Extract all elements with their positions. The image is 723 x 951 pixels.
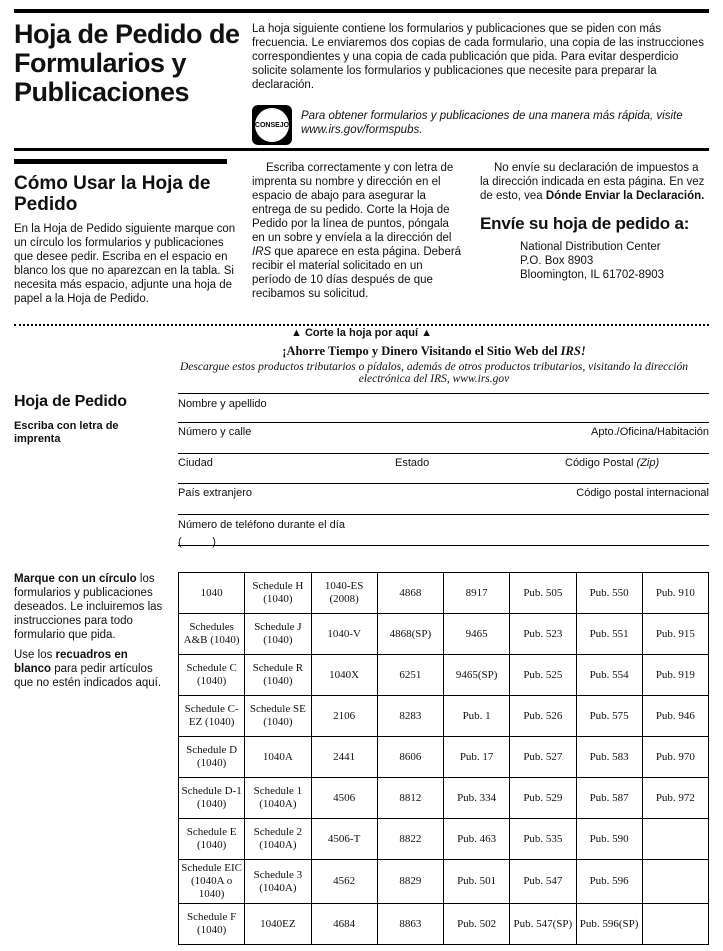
order-item-cell[interactable]: 8606 [377,737,443,778]
mailing-address [520,240,709,282]
send-to-column [466,159,709,315]
order-form-heading: Hoja de Pedido [14,393,127,410]
order-item-cell[interactable]: Schedule E (1040) [179,819,245,860]
intl-postal-field-label: Código postal internacional [576,487,709,499]
order-item-cell[interactable]: Schedule C-EZ (1040) [179,696,245,737]
top-rule [14,9,709,13]
instruction-columns [14,159,709,315]
warning-text: No envíe su declaración de impuestos a la dirección indicada en esta página. En vez de esto, vea [480,162,705,202]
order-item-cell[interactable]: Pub. 529 [510,778,576,819]
name-field[interactable] [178,393,709,422]
order-item-cell[interactable]: Pub. 596 [576,860,642,904]
order-item-cell[interactable]: 6251 [377,655,443,696]
blank-note-bold: recuadros en blanco [14,649,128,675]
where-to-file-bold: Dónde Enviar la Declaración. [545,190,705,202]
order-item-cell[interactable]: Pub. 587 [576,778,642,819]
street-apt-field-row[interactable] [178,422,709,453]
order-item-cell[interactable]: Pub. 526 [510,696,576,737]
table-row [179,655,709,696]
order-item-cell[interactable]: Schedule 3 (1040A) [245,860,311,904]
order-item-cell[interactable]: Pub. 523 [510,614,576,655]
order-item-cell[interactable]: Schedule J (1040) [245,614,311,655]
print-clearly-note: Escriba con letra de imprenta [14,420,119,445]
order-item-cell[interactable]: Schedule SE (1040) [245,696,311,737]
table-row [179,819,709,860]
state-field-label: Estado [395,457,430,469]
mailing-instructions-column [236,159,466,315]
order-item-cell[interactable]: Pub. 551 [576,614,642,655]
send-heading: Envíe su hoja de pedido a: [480,214,690,233]
order-item-cell[interactable]: Pub. 463 [444,819,510,860]
header-divider-rule [14,148,709,151]
apt-field-label: Apto./Oficina/Habitación [590,426,709,438]
order-item-cell[interactable]: 1040-ES (2008) [311,573,377,614]
order-item-cell[interactable]: Pub. 590 [576,819,642,860]
phone-field-label: Número de teléfono durante el día [178,519,345,531]
table-row [179,614,709,655]
how-to-heading: Cómo Usar la Hoja de Pedido [14,173,211,215]
order-item-cell[interactable]: Pub. 919 [642,655,708,696]
city-field-label: Ciudad [178,457,213,469]
order-table-wrap [178,572,709,945]
consejo-icon-label: CONSEJO [255,108,289,142]
no-return-warning [480,161,709,203]
banner-subline: Descargue estos productos tributarios o pídalos, además de otros productos tributarios, visitando la dirección electrónica del IRS, www.irs.gov [179,361,688,385]
mailing-text-1: Escriba correctamente y con letra de imprenta su nombre y dirección en el espacio de abajo para asegurar la entrega de su pedido. Corte la Hoja de Pedido por la línea de puntos, póngala en un sobre y envíela a la dirección del [252,162,454,244]
phone-area-code-parens: ( ) [178,536,216,548]
consejo-tip-icon [252,105,292,145]
phone-field[interactable] [178,514,709,546]
order-item-cell[interactable]: 8822 [377,819,443,860]
order-item-cell[interactable]: Schedule D (1040) [179,737,245,778]
page-title: Hoja de Pedido de Formularios y Publicaciones [14,19,240,107]
order-item-cell[interactable]: Pub. 583 [576,737,642,778]
order-item-cell[interactable]: 4868(SP) [377,614,443,655]
tip-row [252,105,709,145]
order-item-cell[interactable]: Schedule C (1040) [179,655,245,696]
order-table-body [179,573,709,945]
order-item-cell[interactable]: 1040EZ [245,904,311,945]
table-row [179,904,709,945]
order-item-cell[interactable]: Pub. 501 [444,860,510,904]
order-item-cell[interactable]: Pub. 1 [444,696,510,737]
blank-note-pre: Use los [14,649,56,661]
order-item-cell[interactable]: Pub. 575 [576,696,642,737]
header [14,20,709,145]
order-item-cell[interactable]: 9465 [444,614,510,655]
order-item-cell[interactable]: Pub. 910 [642,573,708,614]
order-form-page [0,9,723,951]
order-form-sidebar [14,393,178,546]
order-item-cell[interactable]: Pub. 502 [444,904,510,945]
table-row [179,778,709,819]
order-item-cell[interactable]: 4506 [311,778,377,819]
banner-headline-text: ¡Ahorre Tiempo y Dinero Visitando el Sitio Web del [282,344,561,358]
order-item-cell[interactable]: Pub. 535 [510,819,576,860]
order-item-cell[interactable]: Pub. 972 [642,778,708,819]
order-item-cell[interactable]: 1040A [245,737,311,778]
order-item-cell[interactable]: Schedules A&B (1040) [179,614,245,655]
order-item-cell[interactable]: Pub. 505 [510,573,576,614]
order-item-cell[interactable]: 1040X [311,655,377,696]
circle-note-rest: los formularios y publicaciones deseados. Le incluiremos las instrucciones para todo formulario que pida. [14,573,163,641]
order-table-section [14,572,709,945]
street-field-label: Número y calle [178,426,252,438]
city-state-zip-field-row[interactable] [178,453,709,483]
order-item-cell[interactable]: Pub. 17 [444,737,510,778]
order-item-cell[interactable]: Schedule 1 (1040A) [245,778,311,819]
banner-irs-italic: IRS! [560,344,586,358]
cut-dotted-line [14,324,709,326]
address-line: Bloomington, IL 61702-8903 [520,269,665,281]
blank-boxes-note [14,648,168,690]
mailing-text-2: que aparece en esta página. Deberá recibir el material solicitado en un período de 10 días después de que recibamos su solicitud. [252,246,462,300]
intro-paragraph: La hoja siguiente contiene los formularios y publicaciones que se piden con más frecuencia. Le enviaremos dos copias de cada formulario, una copia de las instrucciones correspondientes y una copia de cada publicación que pida. Para evitar desperdicio solicite solamente los formularios y publicaciones que necesite para preparar la declaración. [252,23,704,91]
circle-note [14,572,168,642]
circle-note-bold: Marque con un círculo [14,573,137,585]
title-column [14,20,252,145]
blank-note-rest: para pedir artículos que no estén indicados aquí. [14,663,162,689]
order-item-cell[interactable]: 4684 [311,904,377,945]
table-row [179,737,709,778]
order-item-cell[interactable]: 9465(SP) [444,655,510,696]
order-item-cell[interactable]: 8812 [377,778,443,819]
zip-italic: (Zip) [636,457,660,469]
banner-headline [159,344,709,359]
order-item-cell[interactable]: Schedule F (1040) [179,904,245,945]
foreign-country-field-row[interactable] [178,483,709,514]
blank-order-cell[interactable] [642,860,708,904]
order-item-cell[interactable]: 4562 [311,860,377,904]
address-line: P.O. Box 8903 [520,255,594,267]
order-item-cell[interactable]: 1040-V [311,614,377,655]
table-instructions-sidebar [14,572,178,945]
order-item-cell[interactable]: Pub. 527 [510,737,576,778]
order-item-cell[interactable]: 4868 [377,573,443,614]
order-table [178,572,709,945]
order-item-cell[interactable]: Schedule R (1040) [245,655,311,696]
order-item-cell[interactable]: Pub. 596(SP) [576,904,642,945]
address-form-section [14,393,709,546]
irs-web-banner [159,344,709,385]
irs-italic: IRS [252,246,272,258]
blank-order-cell[interactable] [642,819,708,860]
address-line: National Distribution Center [520,241,661,253]
order-item-cell[interactable]: Pub. 525 [510,655,576,696]
order-item-cell[interactable]: Pub. 550 [576,573,642,614]
table-row [179,573,709,614]
order-item-cell[interactable]: 8829 [377,860,443,904]
section-bar [14,159,227,164]
order-item-cell[interactable]: Schedule D-1 (1040) [179,778,245,819]
table-row [179,696,709,737]
foreign-country-field-label: País extranjero [178,487,252,499]
order-item-cell[interactable]: Pub. 970 [642,737,708,778]
order-item-cell[interactable]: Schedule EIC (1040A o 1040) [179,860,245,904]
zip-label-text: Código Postal [565,457,637,469]
name-field-label: Nombre y apellido [178,398,267,410]
address-fields [178,393,709,546]
how-to-body: En la Hoja de Pedido siguiente marque con un círculo los formularios y publicaciones que desee pedir. Escriba en el espacio en blanco los que no aparezcan en la tabla. Si necesita más espacio, adjunte una hoja de papel a la Hoja de Pedido. [14,223,236,305]
cut-here-label: ▲ Corte la hoja por aquí ▲ [291,327,432,339]
blank-order-cell[interactable] [642,904,708,945]
table-row [179,860,709,904]
intro-column [252,20,709,145]
mailing-instructions [252,161,462,301]
order-item-cell[interactable]: 2441 [311,737,377,778]
order-item-cell[interactable]: Pub. 554 [576,655,642,696]
order-item-cell[interactable]: Pub. 334 [444,778,510,819]
order-item-cell[interactable]: Pub. 547 [510,860,576,904]
order-item-cell[interactable]: 1040 [179,573,245,614]
how-to-column [14,159,236,315]
order-item-cell[interactable]: Schedule 2 (1040A) [245,819,311,860]
order-item-cell[interactable]: 4506-T [311,819,377,860]
order-item-cell[interactable]: 8283 [377,696,443,737]
order-item-cell[interactable]: Pub. 915 [642,614,708,655]
order-item-cell[interactable]: Pub. 946 [642,696,708,737]
tip-text: Para obtener formularios y publicaciones de una manera más rápida, visite www.irs.gov/formspubs. [301,110,683,136]
order-item-cell[interactable]: Pub. 547(SP) [510,904,576,945]
order-item-cell[interactable]: 8863 [377,904,443,945]
order-item-cell[interactable]: 2106 [311,696,377,737]
zip-field-label [565,454,659,483]
order-item-cell[interactable]: Schedule H (1040) [245,573,311,614]
order-item-cell[interactable]: 8917 [444,573,510,614]
